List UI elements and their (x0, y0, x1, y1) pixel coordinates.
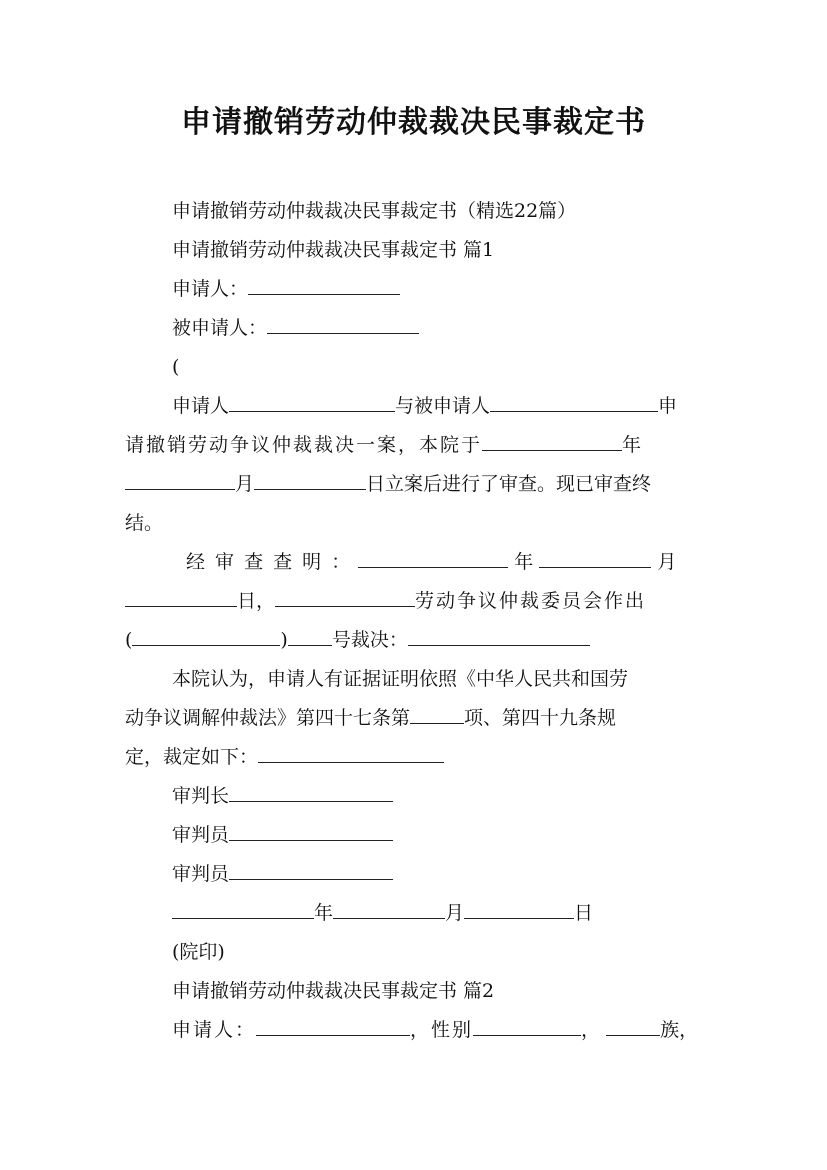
applicant-blank (248, 274, 400, 295)
court-seal-line (172, 937, 225, 967)
subtitle-line (172, 196, 576, 226)
case-line-1-b: 与被申请人 (395, 395, 491, 417)
applicant-line-2 (172, 1015, 698, 1045)
case-line-4 (125, 508, 163, 538)
findings-day: 日， (237, 590, 276, 612)
case-line-3-b: 日立案后进行了审查。现已审查终 (366, 473, 652, 495)
findings-label: 经 审 查 查 明 ： (186, 551, 353, 573)
opinion-text-1: 本院认为，申请人有证据证明依照《中华人民共和国劳 (172, 668, 629, 690)
opinion-text-3: 定，裁定如下： (125, 746, 259, 768)
ruling-label: 号裁决： (331, 629, 408, 651)
respondent-blank (267, 313, 419, 334)
opinion-line-3 (125, 742, 444, 772)
ethnicity-label: 族， (660, 1019, 699, 1041)
date-line (172, 898, 593, 928)
opinion-line-1 (172, 664, 628, 694)
date-day: 日 (574, 902, 594, 924)
opinion-text-2a: 动争议调解仲裁法》第四十七条第 (125, 707, 411, 729)
blank (275, 586, 415, 607)
findings-line-3 (125, 625, 590, 655)
blank (172, 898, 314, 919)
judge-chief-line (172, 781, 393, 811)
section-heading-1-text: 申请撤销劳动仲裁裁决民事裁定书 篇1 (172, 239, 495, 261)
paren-text: ( (172, 356, 180, 378)
date-month: 月 (445, 902, 465, 924)
blank (254, 469, 366, 490)
case-line-2-a: 请撤销劳动争议仲裁裁决一案，本院于 (125, 434, 483, 456)
case-line-4-text: 结。 (125, 512, 164, 534)
opinion-line-2 (125, 703, 616, 733)
findings-line-2 (125, 586, 646, 616)
blank (229, 391, 395, 412)
findings-year: 年 (514, 551, 534, 573)
blank (256, 1015, 410, 1036)
applicant-label-2: 申请人： (172, 1019, 257, 1041)
subtitle-text: 申请撤销劳动仲裁裁决民事裁定书（精选22篇） (172, 200, 577, 222)
paren-line (172, 352, 179, 382)
findings-committee: 劳动争议仲裁委员会作出 (415, 590, 647, 612)
section-heading-1 (172, 235, 494, 265)
blank (410, 703, 464, 724)
paren-close: ) (280, 629, 288, 651)
blank (125, 469, 235, 490)
case-line-1-a: 申请人 (172, 395, 230, 417)
paren-open: ( (125, 629, 133, 651)
respondent-line (172, 313, 419, 343)
document-title: 申请撤销劳动仲裁裁决民事裁定书 (181, 105, 646, 140)
case-line-2-b: 年 (622, 434, 642, 456)
gender-label: ，性别 (410, 1019, 474, 1041)
blank (333, 898, 445, 919)
blank (408, 625, 590, 646)
blank (473, 1015, 581, 1036)
blank (125, 586, 237, 607)
opinion-text-2b: 项、第四十九条规 (464, 707, 617, 729)
judge-label-1: 审判员 (172, 824, 230, 846)
judge-line-2 (172, 859, 393, 889)
section-heading-2 (172, 976, 494, 1006)
case-line-2 (125, 430, 641, 460)
blank (358, 547, 508, 568)
judge-label-2: 审判员 (172, 863, 230, 885)
case-line-3 (125, 469, 651, 499)
respondent-label: 被申请人： (172, 317, 268, 339)
blank (229, 820, 393, 841)
applicant-label: 申请人： (172, 278, 249, 300)
date-year: 年 (314, 902, 334, 924)
blank (464, 898, 574, 919)
judge-chief-label: 审判长 (172, 785, 230, 807)
blank (482, 430, 622, 451)
findings-line-1 (186, 547, 676, 577)
blank (229, 781, 393, 802)
findings-month: 月 (657, 551, 677, 573)
blank (606, 1015, 660, 1036)
case-line-1 (172, 391, 677, 421)
blank (539, 547, 651, 568)
applicant-line (172, 274, 400, 304)
comma: ， (581, 1019, 601, 1041)
case-line-3-a: 月 (235, 473, 255, 495)
blank (229, 859, 393, 880)
judge-line-1 (172, 820, 393, 850)
blank (490, 391, 658, 412)
court-seal-text: (院印) (172, 941, 225, 963)
blank (132, 625, 280, 646)
case-line-1-c: 申 (658, 395, 678, 417)
section-heading-2-text: 申请撤销劳动仲裁裁决民事裁定书 篇2 (172, 980, 495, 1002)
blank (288, 625, 332, 646)
blank (258, 742, 444, 763)
